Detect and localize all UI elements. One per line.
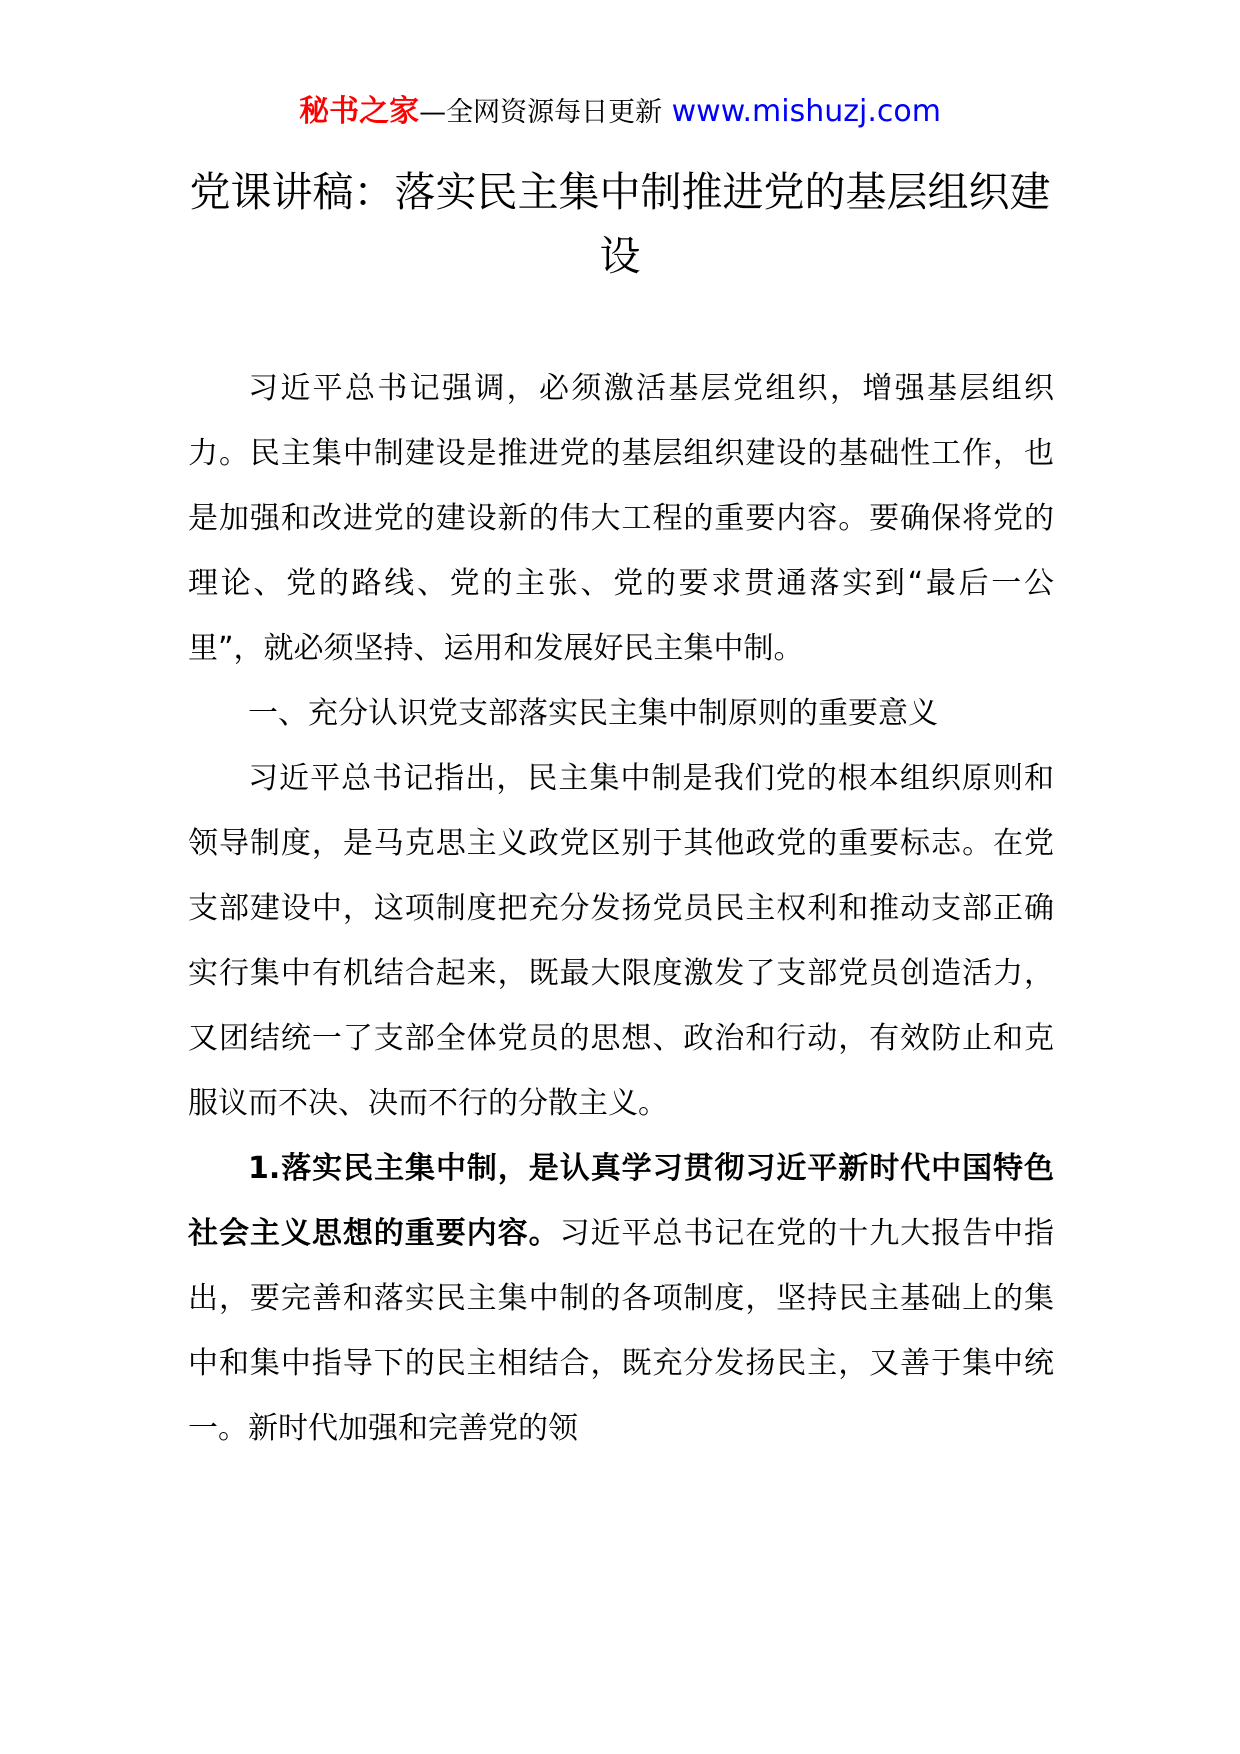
document-body	[188, 356, 1054, 1461]
point-1-text: 习近平总书记在党的十九大报告中指出，要完善和落实民主集中制的各项制度，坚持民主基础上的集中和集中指导下的民主相结合，既充分发扬民主，又善于集中统一。新时代加强和完善党的领	[188, 1216, 1055, 1446]
section-1-paragraph: 习近平总书记指出，民主集中制是我们党的根本组织原则和领导制度，是马克思主义政党区别于其他政党的重要标志。在党支部建设中，这项制度把充分发扬党员民主权利和推动支部正确实行集中有机结合起来，既最大限度激发了支部党员创造活力，又团结统一了支部全体党员的思想、政治和行动，有效防止和克服议而不决、决而不行的分散主义。	[188, 761, 1054, 1121]
site-url-link[interactable]: www.mishuzj.com	[671, 94, 941, 129]
intro-paragraph: 习近平总书记强调，必须激活基层党组织，增强基层组织力。民主集中制建设是推进党的基层组织建设的基础性工作，也是加强和改进党的建设新的伟大工程的重要内容。要确保将党的理论、党的路线、党的主张、党的要求贯通落实到“最后一公里”，就必须坚持、运用和发展好民主集中制。	[188, 371, 1054, 666]
point-1-heading: 1.落实民主集中制，是认真学习贯彻习近平新时代中国特色社会主义思想的重要内容。	[188, 1151, 1054, 1251]
document-title: 党课讲稿：落实民主集中制推进党的基层组织建设	[189, 168, 1051, 280]
section-heading-1: 一、充分认识党支部落实民主集中制原则的重要意义	[248, 696, 938, 731]
site-header	[0, 92, 1240, 133]
point-1-paragraph	[188, 1136, 1054, 1461]
site-tagline: —全网资源每日更新	[419, 97, 663, 128]
site-brand: 秘书之家	[299, 94, 420, 129]
